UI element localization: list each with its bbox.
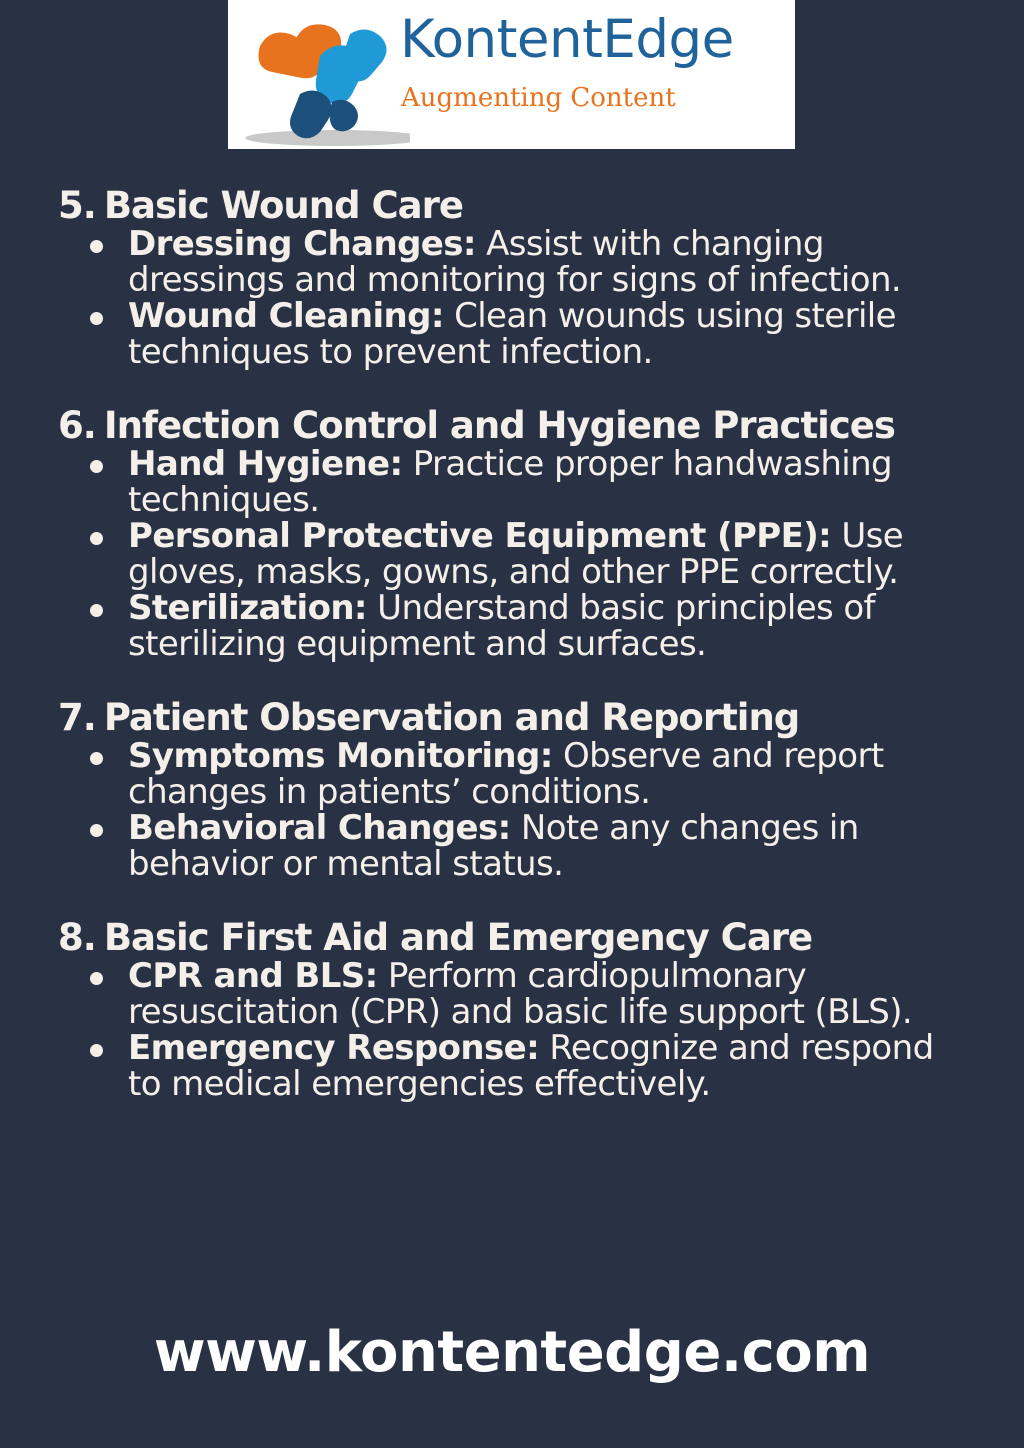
section-infection-control — [58, 406, 978, 662]
item-term: Hand Hygiene: — [128, 444, 403, 484]
list-item — [128, 446, 978, 518]
section-number: 8. — [58, 916, 96, 959]
bullet-list — [58, 226, 978, 370]
item-text: Understand basic principles of sterilizing equipment and surfaces. — [128, 588, 875, 664]
website-url[interactable]: www.kontentedge.com — [153, 1320, 871, 1385]
bullet-list — [58, 958, 978, 1102]
section-observation — [58, 698, 978, 882]
section-title — [58, 918, 978, 958]
item-term: Sterilization: — [128, 588, 367, 628]
section-number: 6. — [58, 404, 96, 447]
item-text: Recognize and respond to medical emergencies effectively. — [128, 1028, 934, 1104]
section-title — [58, 406, 978, 446]
item-term: Behavioral Changes: — [128, 808, 511, 848]
bullet-list — [58, 738, 978, 882]
list-item — [128, 1030, 978, 1102]
item-text: Observe and report changes in patients’ conditions. — [128, 736, 884, 812]
item-term: CPR and BLS: — [128, 956, 378, 996]
list-item — [128, 518, 978, 590]
section-title — [58, 186, 978, 226]
item-term: Dressing Changes: — [128, 224, 476, 264]
list-item — [128, 810, 978, 882]
item-text: Use gloves, masks, gowns, and other PPE correctly. — [128, 516, 904, 592]
list-item — [128, 226, 978, 298]
section-title-text: Basic Wound Care — [103, 184, 463, 227]
content — [58, 186, 978, 1138]
section-first-aid — [58, 918, 978, 1102]
section-wound-care — [58, 186, 978, 370]
item-text: Perform cardiopulmonary resuscitation (CPR) and basic life support (BLS). — [128, 956, 913, 1032]
item-text: Practice proper handwashing techniques. — [128, 444, 893, 520]
section-number: 5. — [58, 184, 96, 227]
section-title-text: Basic First Aid and Emergency Care — [103, 916, 813, 959]
item-text: Note any changes in behavior or mental status. — [128, 808, 859, 884]
section-title — [58, 698, 978, 738]
item-text: Assist with changing dressings and monitoring for signs of infection. — [128, 224, 902, 300]
logo-tagline: Augmenting Content — [401, 83, 676, 113]
list-item — [128, 298, 978, 370]
item-term: Wound Cleaning: — [128, 296, 444, 336]
list-item — [128, 958, 978, 1030]
list-item — [128, 590, 978, 662]
section-title-text: Patient Observation and Reporting — [103, 696, 800, 739]
bullet-list — [58, 446, 978, 662]
item-term: Emergency Response: — [128, 1028, 540, 1068]
logo-brand-name: KontentEdge — [400, 9, 734, 70]
logo — [228, 0, 795, 149]
puzzle-logo-icon — [240, 6, 410, 146]
list-item — [128, 738, 978, 810]
item-term: Symptoms Monitoring: — [128, 736, 553, 776]
item-term: Personal Protective Equipment (PPE): — [128, 516, 832, 556]
section-title-text: Infection Control and Hygiene Practices — [103, 404, 895, 447]
item-text: Clean wounds using sterile techniques to prevent infection. — [128, 296, 896, 372]
section-number: 7. — [58, 696, 96, 739]
